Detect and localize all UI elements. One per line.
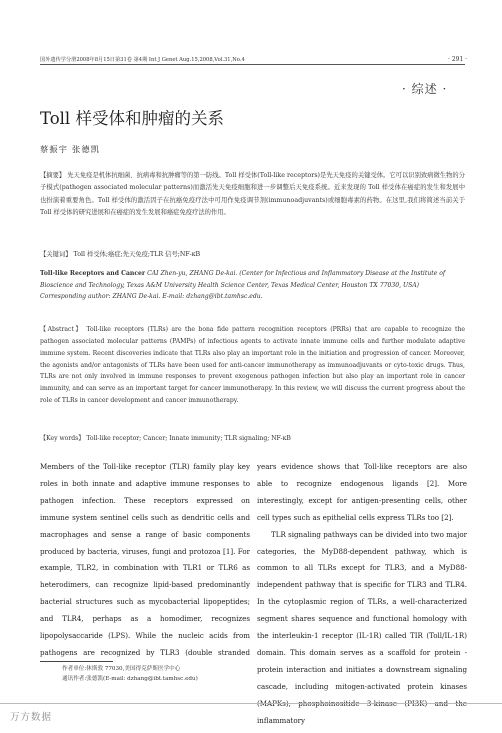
watermark: 万方数据 [10,712,53,723]
abstract-cn-text: 【摘要】 先天免疫是机体抗细菌、抗病毒和抗肿瘤等的第一防线。Toll 样受体(Toll-like receptors)是先天免疫的关键受体。它可以识别致病微生物的分子模式(pathogen associated molecular patterns)而激活先天免疫细胞和进一步调整后天免疫系统。近来发现的 Toll 样受体在癌症的发生和发展中也扮演着重要角色。Toll 样受体的激活因子在抗癌免疫疗法中可用作免疫调节剂(immunoadjuvants)或细胞毒素的药物。在这里,我们将简述当前关于 Toll 样受体的研究进展和在癌症的发生发展和癌症免疫疗法的作用。 [40,172,465,217]
page-number: · 291 · [448,56,468,63]
authors-cn: 蔡振宇 张德凯 [40,144,101,154]
english-authors: CAI Zhen-yu, ZHANG De-kai. [147,270,238,277]
english-title: Toll-like Receptors and Cancer [40,270,146,277]
watermark-rule [0,703,502,704]
keywords-en: 【Key words】 Toll-like receptor; Cancer; Innate immunity; TLR signaling; NF-κB [40,435,291,442]
body-paragraph: Members of the Toll-like receptor (TLR) family play key roles in both innate and adaptive immune responses to pathogen infection. These receptors expressed on immune system sentinel cells such as dendritic cells and macrophages and sense a range of basic components produced by bacteria, viruses, fungi and protozoa [1]. For example, TLR2, in combination with TLR1 or TLR6 as heterodimers, can recognize lipid-based predominantly bacterial structures such as mycobacterial lipopeptides; and TLR4, perhaps as a homodimer, recognizes lipopolysaccaride (LPS). While the nucleic acids from pathogens are recognized by TLR3 (double stranded [40,462,250,657]
abstract-cn [40,170,465,219]
footnote-contact: 通讯作者:张德凯(E-mail: dzhang@ibt.tamhsc.edu) [62,676,198,682]
body-paragraph: years evidence shows that Toll-like receptors are also able to recognize endogenous ligands [2]. More interestingly, except for antigen-presenting cells, other cell types such as epithelial cells express TLRs too [2]. [257,462,467,522]
section-tag: · 综述 · [402,82,448,96]
running-header: 国外遗传学分册2008年8月15日第31卷 第4期 Int J Genet Aug.15,2008,Vol.31,No.4 [40,57,245,63]
header-rule [40,64,465,65]
body-paragraph: TLR signaling pathways can be divided into two major categories, the MyD88-dependent pathway, which is common to all TLRs except for TLR3, and a MyD88-independent pathway that is specific for TLR3 and TLR4. In the cytoplasmic region of TLRs, a well-characterized segment shares sequence and functional homology with the interleukin-1 receptor (IL-1R) called TIR (Toll/IL-1R) domain. This domain serves as a scaffold for protein - protein interaction and initiates a downstream signaling cascade, including mitogen-activated protein kinases (MAPKs), phosphoinositide 3-kinase (PI3K) and the inflammatory [257,529,467,725]
english-title-line [40,268,465,291]
english-header-block [40,268,465,303]
footnote-rule [40,661,113,662]
corresponding-author: Corresponding author: ZHANG De-kai. E-mail: dzhang@ibt.tamhsc.edu. [40,293,263,301]
english-affiliation: (Center for Infectious and Inflammatory Disease at the Institute of Bioscience and Technology, Texas A&M University Health Science Center, Texas Medical Center, Houston TX 77030, USA) [40,270,446,289]
abstract-en: 【Abstract】 Toll-like receptors (TLRs) are the bona fide pattern recognition receptors (PRRs) that are capable to recognize the pathogen associated molecular patterns (PAMPs) of infectious agents to activate innate immune cells and further modulate adaptive immune system. Recent discoveries indicate that TLRs also play an important role in the initiation and progression of cancer. Moreover, the agonists and/or antagonists of TLRs have been used for anti-cancer immunotherapy as immunoadjuvants or cyto-toxic drugs. Thus, TLRs are not only involved in immune responses to prevent exogenous pathogen infection but also play an important role in cancer immunity, and can serve as an important target for cancer immunotherapy. In this review, we will discuss the current progress about the role of TLRs in cancer development and cancer immunotherapy. [40,326,465,405]
footnote-affiliation: 作者单位:休斯敦 77030,美国得克萨斯医学中心 [62,666,181,672]
footnote [62,664,262,684]
keywords-cn: 【关键词】 Toll 样受体;癌症;先天免疫;TLR 信号;NF-κB [40,251,201,258]
body-left-column [40,459,250,659]
article-title: Toll 样受体和肿瘤的关系 [40,109,224,128]
body-right-column [257,459,467,730]
